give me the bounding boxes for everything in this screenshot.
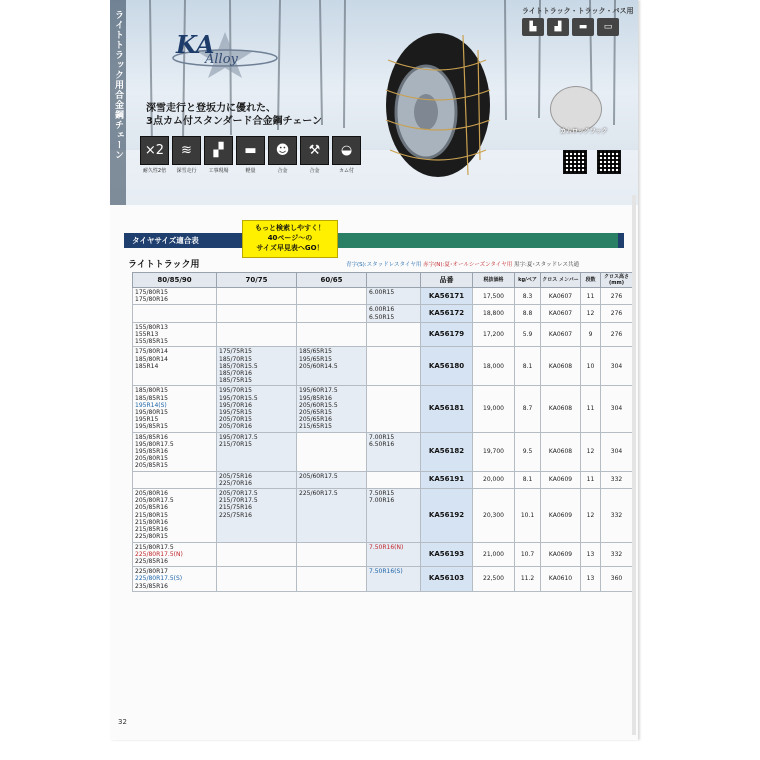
price: 20,300 [473, 489, 515, 542]
cross-member: KA0608 [541, 432, 581, 471]
cross-height: 332 [601, 542, 633, 567]
cross-height: 276 [601, 322, 633, 347]
tire-size: 205/80R17.5 [135, 497, 174, 505]
weight: 5.9 [515, 322, 541, 347]
size-cell [367, 386, 421, 432]
size-cell [367, 542, 421, 567]
step-count: 9 [581, 322, 601, 347]
feature-label: 工事現場 [208, 168, 229, 174]
tire-size: 205/70R15 [219, 416, 252, 424]
table-row [133, 386, 633, 432]
table-header-row [133, 273, 633, 288]
cross-member: KA0609 [541, 471, 581, 488]
tire-size: 195R14(S) [135, 401, 167, 409]
tire-size: 7.50R16(S) [369, 568, 403, 576]
price: 18,000 [473, 347, 515, 386]
qr-code-icon[interactable] [597, 150, 621, 174]
product-code: KA56172 [421, 305, 473, 322]
weight: 8.1 [515, 347, 541, 386]
light-truck-icon: ▙ [522, 18, 544, 36]
size-cell [217, 489, 297, 542]
size-cell [297, 305, 367, 322]
side-strip [110, 0, 126, 205]
tire-size: 195/80R15 [135, 409, 168, 417]
slogan-line: 深雪走行と登坂力に優れた、 [146, 103, 276, 114]
feature-item [204, 136, 233, 174]
size-cell [133, 489, 217, 542]
size-cell [297, 471, 367, 488]
product-code: KA56103 [421, 567, 473, 592]
size-cell [297, 288, 367, 305]
feature-item [332, 136, 361, 174]
column-header: kg/ペア [515, 273, 541, 288]
weight: 10.7 [515, 542, 541, 567]
tire-size: 175/80R15 [135, 289, 168, 296]
feature-label: 合金 [309, 168, 320, 174]
size-cell [367, 567, 421, 592]
price: 21,000 [473, 542, 515, 567]
size-cell [367, 288, 421, 305]
legend-red: 赤字(N):夏･オールシーズンタイヤ用 [423, 262, 513, 268]
cross-height: 276 [601, 305, 633, 322]
size-cell [217, 322, 297, 347]
size-cell [367, 347, 421, 386]
size-cell [133, 471, 217, 488]
cross-height: 332 [601, 489, 633, 542]
tire-size: 225/85R16 [135, 557, 168, 565]
tire-size: 155/85R15 [135, 338, 168, 346]
product-banner [110, 0, 638, 205]
tire-size: 215/85R16 [135, 526, 168, 534]
step-count: 12 [581, 489, 601, 542]
size-cell [217, 288, 297, 305]
size-cell [217, 471, 297, 488]
cross-height: 304 [601, 432, 633, 471]
size-cell [217, 347, 297, 386]
size-cell [297, 347, 367, 386]
large-truck-icon: ▬ [572, 18, 594, 36]
step-count: 12 [581, 432, 601, 471]
product-code: KA56180 [421, 347, 473, 386]
column-header: 80/85/90 [133, 273, 217, 288]
price: 18,800 [473, 305, 515, 322]
step-count: 10 [581, 347, 601, 386]
size-cell [133, 432, 217, 471]
tire-size: 205/70R16 [219, 423, 252, 431]
weight: 8.7 [515, 386, 541, 432]
price: 17,200 [473, 322, 515, 347]
tire-size: 6.50R16 [369, 440, 395, 448]
tire-size: 195/60R17.5 [299, 387, 338, 395]
cross-height: 304 [601, 347, 633, 386]
size-cell [367, 305, 421, 322]
tire-size: 185/80R14 [135, 355, 168, 363]
tire-size: 225/70R16 [219, 479, 252, 487]
size-cell [297, 432, 367, 471]
price: 22,500 [473, 567, 515, 592]
tire-size: 195/70R15 [219, 387, 252, 395]
tire-size: 205/85R15 [135, 462, 168, 470]
callout-line: サイズ早見表へGO！ [256, 244, 324, 252]
product-code: KA56193 [421, 542, 473, 567]
step-count: 11 [581, 288, 601, 305]
tire-size: 205/65R15 [299, 409, 332, 417]
tire-size: 185R14 [135, 362, 159, 370]
tire-size: 205/60R14.5 [299, 362, 338, 370]
cross-member: KA0608 [541, 386, 581, 432]
weight: 8.8 [515, 305, 541, 322]
size-cell [217, 567, 297, 592]
tire-size: 225/60R17.5 [299, 490, 338, 498]
tire-size: 205/70R17.5 [219, 490, 258, 498]
vehicle-type-label: ライトトラック・トラック・バス用 [522, 7, 634, 15]
column-header: 60/65 [297, 273, 367, 288]
size-cell [133, 567, 217, 592]
tire-size: 205/80R15 [135, 455, 168, 463]
tire-size: 7.50R16(N) [369, 543, 404, 551]
cross-member: KA0609 [541, 542, 581, 567]
cross-height: 332 [601, 471, 633, 488]
tire-size: 225/80R17.5(N) [135, 550, 183, 558]
weight: 9.5 [515, 432, 541, 471]
tire-size: 155R13 [135, 331, 159, 339]
size-cell [367, 471, 421, 488]
weight: 8.1 [515, 471, 541, 488]
tire-size: 175/80R14 [135, 348, 168, 356]
table-subtitle: ライトトラック用 [128, 260, 200, 270]
feature-label: 耐久性2倍 [142, 168, 167, 174]
table-row [133, 322, 633, 347]
tire-size: 175/80R16 [135, 296, 168, 304]
tire-size: 205/60R17.5 [299, 472, 338, 480]
product-code: KA56171 [421, 288, 473, 305]
size-cell [297, 567, 367, 592]
feature-item [140, 136, 169, 174]
color-legend [346, 260, 579, 268]
size-cell [133, 386, 217, 432]
tire-size: 225/80R17 [135, 568, 168, 576]
catalog-page [110, 0, 638, 740]
table-body [133, 288, 633, 592]
cross-member: KA0608 [541, 347, 581, 386]
cross-member: KA0607 [541, 305, 581, 322]
cross-member: KA0610 [541, 567, 581, 592]
size-cell [133, 322, 217, 347]
bus-icon: ▭ [597, 18, 619, 36]
step-count: 11 [581, 386, 601, 432]
page-number: 32 [118, 718, 127, 726]
tire-size: 185/70R15.5 [219, 362, 258, 370]
truck-icon: ▟ [547, 18, 569, 36]
column-header: 段数 [581, 273, 601, 288]
tire-size: 215/75R16 [219, 504, 252, 512]
tire-size: 6.00R15 [369, 289, 395, 296]
size-cell [367, 432, 421, 471]
tire-size: 195/75R15 [219, 409, 252, 417]
tire-size: 185/80R15 [135, 387, 168, 395]
tire-size: 205/80R16 [135, 490, 168, 498]
light-truck-icon: ▬ [236, 136, 265, 165]
step-count: 13 [581, 542, 601, 567]
column-header: クロス メンバー [541, 273, 581, 288]
table-row [133, 489, 633, 542]
table-row [133, 347, 633, 386]
size-cell [297, 386, 367, 432]
tire-size: 185/75R15 [219, 377, 252, 385]
table-row [133, 288, 633, 305]
size-cell [133, 288, 217, 305]
tire-size: 6.50R15 [369, 313, 395, 321]
tire-size: 215/80R15 [135, 511, 168, 519]
product-code: KA56179 [421, 322, 473, 347]
durability-x2-icon: ×2 [140, 136, 169, 165]
price: 19,000 [473, 386, 515, 432]
tire-size: 195/65R15 [299, 355, 332, 363]
slogan-line: 3点カム付スタンダード合金鋼チェーン [146, 116, 323, 127]
tire-size: 215/80R17.5 [135, 543, 174, 551]
tire-size: 235/85R16 [135, 582, 168, 590]
cross-member: KA0607 [541, 288, 581, 305]
feature-label: カム付 [338, 168, 354, 174]
size-cell [217, 542, 297, 567]
chained-tire-image [368, 20, 494, 180]
feature-item [236, 136, 265, 174]
size-chart-callout [242, 220, 338, 258]
tire-size: 195/70R17.5 [219, 433, 258, 441]
tire-size: 195/85R15 [135, 423, 168, 431]
price: 17,500 [473, 288, 515, 305]
tire-size: 185/85R15 [135, 394, 168, 402]
legend-blue: 青字(S):スタッドレスタイヤ用 [346, 262, 422, 268]
callout-line: 40ページ～の [267, 234, 313, 242]
tire-size-table [132, 272, 633, 592]
size-cell [297, 322, 367, 347]
product-code: KA56192 [421, 489, 473, 542]
tire-size: 7.50R15 [369, 490, 395, 498]
logo-ka-text: KA [176, 30, 215, 59]
cam-icon: ◒ [332, 136, 361, 165]
tire-size: 155/80R13 [135, 323, 168, 331]
size-cell [217, 432, 297, 471]
cross-height: 276 [601, 288, 633, 305]
product-code: KA56182 [421, 432, 473, 471]
alloy-icon: ☻ [268, 136, 297, 165]
size-cell [133, 542, 217, 567]
vehicle-icons [522, 18, 619, 36]
feature-label: 深雪走行 [176, 168, 197, 174]
step-count: 11 [581, 471, 601, 488]
tire-size: 195/85R16 [135, 448, 168, 456]
column-header: 税抜価格 [473, 273, 515, 288]
tire-size: 225/80R15 [135, 533, 168, 541]
weight: 11.2 [515, 567, 541, 592]
tire-size: 215/70R17.5 [219, 497, 258, 505]
cross-height: 360 [601, 567, 633, 592]
tire-size: 195/70R15.5 [219, 394, 258, 402]
qr-code-icon[interactable] [563, 150, 587, 174]
tire-size: 185/70R15 [219, 355, 252, 363]
column-header: 品番 [421, 273, 473, 288]
tire-size: 215/70R15 [219, 440, 252, 448]
size-cell [133, 305, 217, 322]
cross-member: KA0607 [541, 322, 581, 347]
product-code: KA56181 [421, 386, 473, 432]
size-cell [297, 489, 367, 542]
construction-site-icon: ▞ [204, 136, 233, 165]
table-row [133, 305, 633, 322]
table-row [133, 471, 633, 488]
legend-black: 黒字:夏･スタッドレス共通 [514, 262, 579, 268]
tire-size: 205/65R16 [299, 416, 332, 424]
size-cell [367, 322, 421, 347]
table-row [133, 567, 633, 592]
size-cell [217, 305, 297, 322]
product-code: KA56191 [421, 471, 473, 488]
tire-size: 215/80R16 [135, 518, 168, 526]
feature-item [172, 136, 201, 174]
size-cell [133, 347, 217, 386]
weight: 8.3 [515, 288, 541, 305]
cross-height: 304 [601, 386, 633, 432]
step-count: 13 [581, 567, 601, 592]
column-header: 70/75 [217, 273, 297, 288]
tire-size: 195/85R16 [299, 394, 332, 402]
size-cell [297, 542, 367, 567]
tire-size: 6.00R16 [369, 306, 395, 314]
tire-size: 7.00R16 [369, 497, 395, 505]
tire-size: 185/70R16 [219, 370, 252, 378]
column-header: クロス高さ (mm) [601, 273, 633, 288]
product-slogan [146, 102, 322, 128]
step-count: 12 [581, 305, 601, 322]
tire-size: 195/80R17.5 [135, 440, 174, 448]
deep-snow-icon: ≋ [172, 136, 201, 165]
feature-item [300, 136, 329, 174]
feature-label: 合金 [277, 168, 288, 174]
feature-icon-row [140, 136, 361, 174]
tire-size: 195/70R16 [219, 401, 252, 409]
table-row [133, 542, 633, 567]
size-cell [217, 386, 297, 432]
price: 20,000 [473, 471, 515, 488]
tire-size: 215/65R15 [299, 423, 332, 431]
feature-label: 軽量 [245, 168, 256, 174]
tire-size: 225/75R16 [219, 511, 252, 519]
size-cell [367, 489, 421, 542]
price: 19,700 [473, 432, 515, 471]
hammer-icon: ⚒ [300, 136, 329, 165]
tire-size: 185/85R16 [135, 433, 168, 441]
table-row [133, 432, 633, 471]
callout-line: もっと検索しやすく！ [255, 224, 325, 232]
section-header-accent [308, 233, 618, 248]
cross-member: KA0609 [541, 489, 581, 542]
tire-size: 195R15 [135, 416, 159, 424]
tire-size: 205/85R16 [135, 504, 168, 512]
page-edge [632, 195, 636, 735]
side-vertical-text: ライトトラック用合金鋼チェーン [113, 10, 123, 160]
column-header [367, 273, 421, 288]
tire-size: 175/75R15 [219, 348, 252, 356]
tire-size: 7.00R15 [369, 433, 395, 441]
logo-alloy-text: Alloy [205, 52, 238, 67]
cam-lock-hook-label: カムロックフック [560, 128, 608, 135]
tire-size: 185/65R15 [299, 348, 332, 356]
section-title: タイヤサイズ適合表 [132, 236, 199, 245]
weight: 10.1 [515, 489, 541, 542]
feature-item [268, 136, 297, 174]
tire-size: 225/80R17.5(S) [135, 575, 183, 583]
tire-size: 205/75R16 [219, 472, 252, 480]
tire-size: 205/60R15.5 [299, 401, 338, 409]
